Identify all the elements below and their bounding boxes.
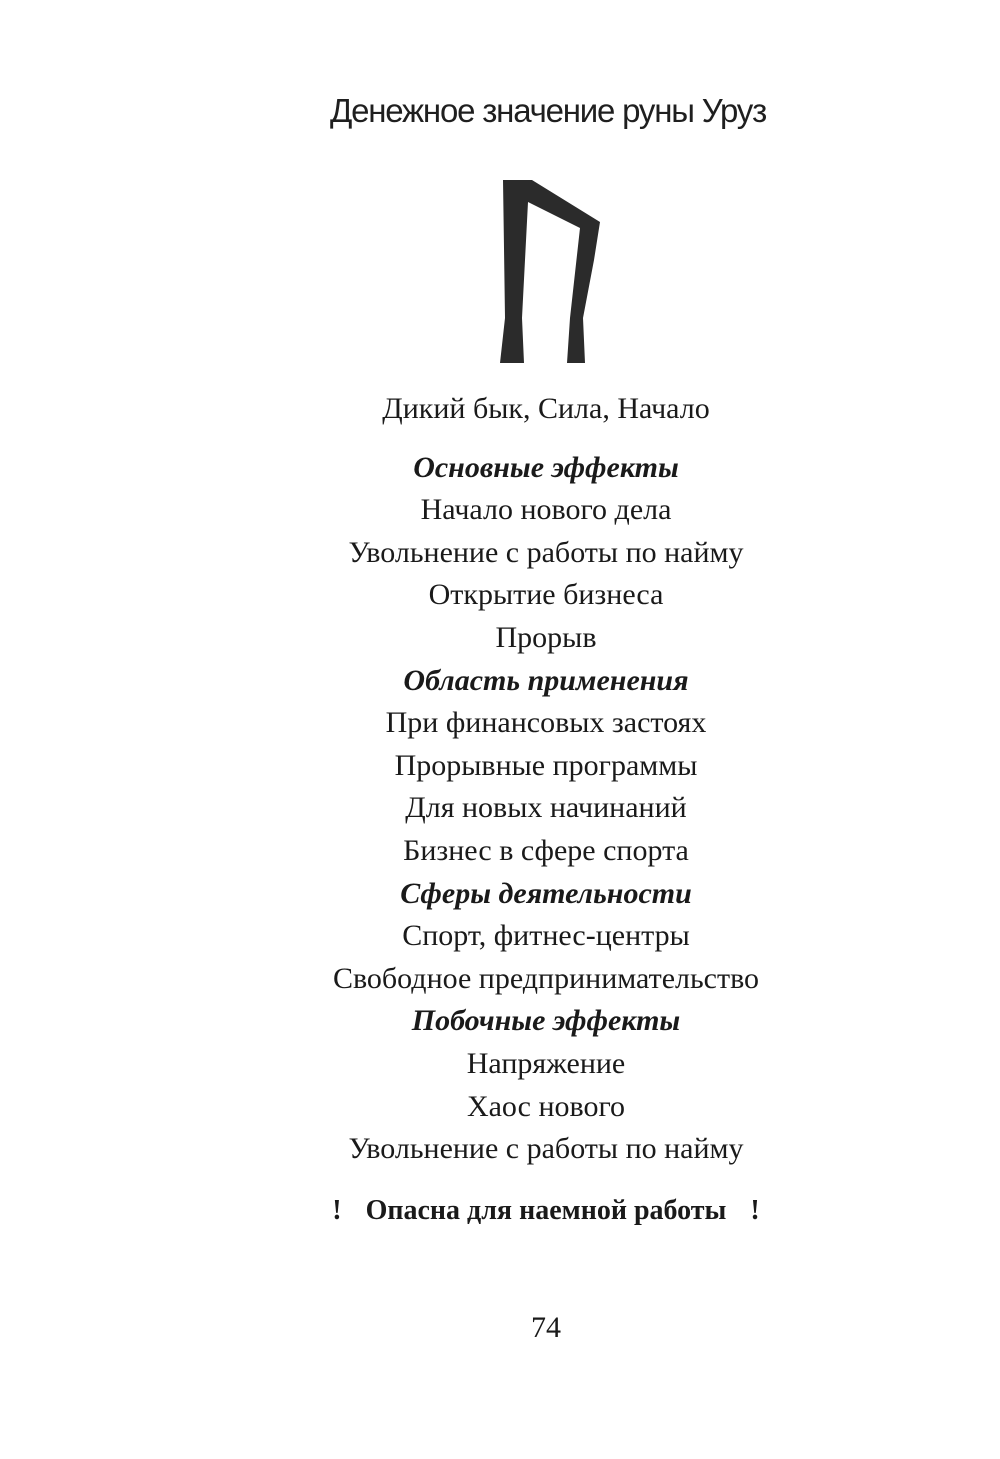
list-item: Хаос нового bbox=[466, 1089, 626, 1123]
section-heading-application: Область применения bbox=[403, 663, 689, 697]
list-item: Начало нового дела bbox=[420, 493, 672, 527]
exclamation-mark-right: ! bbox=[750, 1195, 760, 1226]
uruz-rune-icon bbox=[500, 178, 602, 364]
list-item: Прорывные программы bbox=[394, 748, 698, 782]
section-heading-activity-areas: Сферы деятельности bbox=[400, 876, 692, 910]
list-item: Увольнение с работы по найму bbox=[348, 1132, 744, 1166]
list-item: Увольнение с работы по найму bbox=[348, 535, 744, 569]
warning-text: Опасна для наемной работы bbox=[365, 1195, 727, 1226]
page-number: 74 bbox=[531, 1311, 561, 1344]
exclamation-mark-left: ! bbox=[332, 1195, 342, 1226]
list-item: Спорт, фитнес-центры bbox=[402, 919, 690, 953]
list-item: Бизнес в сфере спорта bbox=[403, 833, 689, 867]
list-item: Открытие бизнеса bbox=[428, 578, 664, 612]
list-item: Напряжение bbox=[466, 1046, 626, 1080]
list-item: Прорыв bbox=[495, 620, 597, 654]
list-item: При финансовых застоях bbox=[385, 706, 707, 740]
list-item: Свободное предпринимательство bbox=[332, 961, 760, 995]
list-item: Для новых начинаний bbox=[405, 791, 687, 825]
section-heading-side-effects: Побочные эффекты bbox=[411, 1004, 681, 1038]
section-heading-main-effects: Основные эффекты bbox=[413, 450, 679, 484]
rune-meaning: Дикий бык, Сила, Начало bbox=[382, 392, 710, 425]
warning-note bbox=[0, 1195, 1000, 1227]
content-lines bbox=[0, 388, 1000, 1171]
page-title: Денежное значение руны Уруз bbox=[329, 92, 767, 129]
